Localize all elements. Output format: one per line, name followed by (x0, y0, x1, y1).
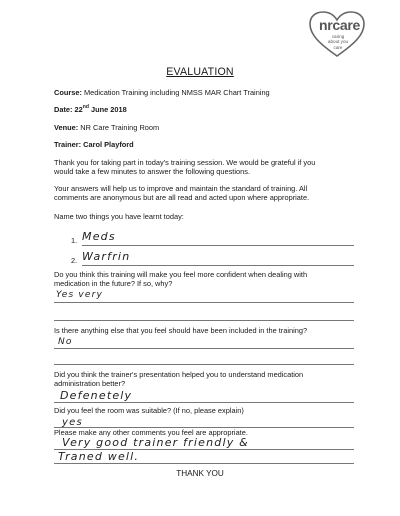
q5-answer: yes (62, 417, 83, 428)
q1-item-1-number: 1. (71, 236, 78, 245)
question-1: Name two things you have learnt today: (54, 212, 184, 221)
date-row (54, 105, 127, 114)
venue-value: NR Care Training Room (80, 123, 160, 132)
course-row (54, 88, 270, 97)
answer-line (54, 302, 354, 303)
intro-paragraph (54, 158, 350, 177)
q1-item-2-number: 2. (71, 256, 78, 265)
q4-line-1: Did you think the trainer's presentation helped you to understand medication (54, 370, 304, 379)
trainer-row (54, 140, 134, 149)
intro-line-1: Thank you for taking part in today's training session. We would be grateful if you (54, 158, 316, 167)
thank-you: THANK YOU (176, 469, 224, 478)
answer-line (54, 364, 354, 365)
answer-line (82, 245, 354, 246)
trainer-label: Trainer: (54, 140, 82, 149)
q6-answer-line-2: Traned well. (58, 450, 140, 463)
answer-line (54, 463, 354, 464)
answer-line (54, 348, 354, 349)
q4-line-2: administration better? (54, 379, 126, 389)
logo-name: nrcare (319, 17, 361, 33)
logo-tagline: caring about you care (327, 34, 349, 50)
anonymity-paragraph (54, 184, 350, 203)
q6-answer-line-1: Very good trainer friendly & (62, 436, 249, 449)
question-3: Is there anything else that you feel should have been included in the training? (54, 326, 308, 335)
q1-item-2-answer: Warfrin (82, 250, 131, 263)
answer-line (54, 402, 354, 403)
date-label: Date: (54, 105, 73, 114)
q2-line-1: Do you think this training will make you feel more confident when dealing with (54, 270, 308, 279)
venue-label: Venue: (54, 123, 79, 132)
date-suffix: nd (82, 104, 89, 110)
anon-line-2: comments are anonymous but are all read and acted upon where appropriate. (54, 193, 310, 203)
q2-line-2: medication in the future? If so, why? (54, 279, 173, 289)
question-6: Please make any other comments you feel are appropriate. (54, 428, 248, 437)
nrcare-logo (306, 10, 368, 58)
q3-answer: No (58, 337, 73, 347)
course-value: Medication Training including NMSS MAR Chart Training (84, 88, 270, 97)
answer-line (54, 320, 354, 321)
q4-answer: Defenetely (60, 389, 133, 402)
anon-line-1: Your answers will help us to improve and maintain the standard of training. All (54, 184, 308, 193)
q1-item-1-answer: Meds (82, 230, 116, 243)
date-day: 22 (74, 105, 83, 114)
question-4 (54, 370, 350, 389)
q2-answer: Yes very (56, 290, 104, 300)
question-2 (54, 270, 350, 289)
trainer-value: Carol Playford (83, 140, 134, 149)
course-label: Course: (54, 88, 82, 97)
answer-line (82, 265, 354, 266)
question-5: Did you feel the room was suitable? (If no, please explain) (54, 406, 244, 415)
venue-row (54, 123, 159, 132)
intro-line-2: would take a few minutes to answer the following questions. (54, 167, 250, 177)
page-title: EVALUATION (166, 66, 234, 78)
date-rest: June 2018 (90, 105, 127, 114)
